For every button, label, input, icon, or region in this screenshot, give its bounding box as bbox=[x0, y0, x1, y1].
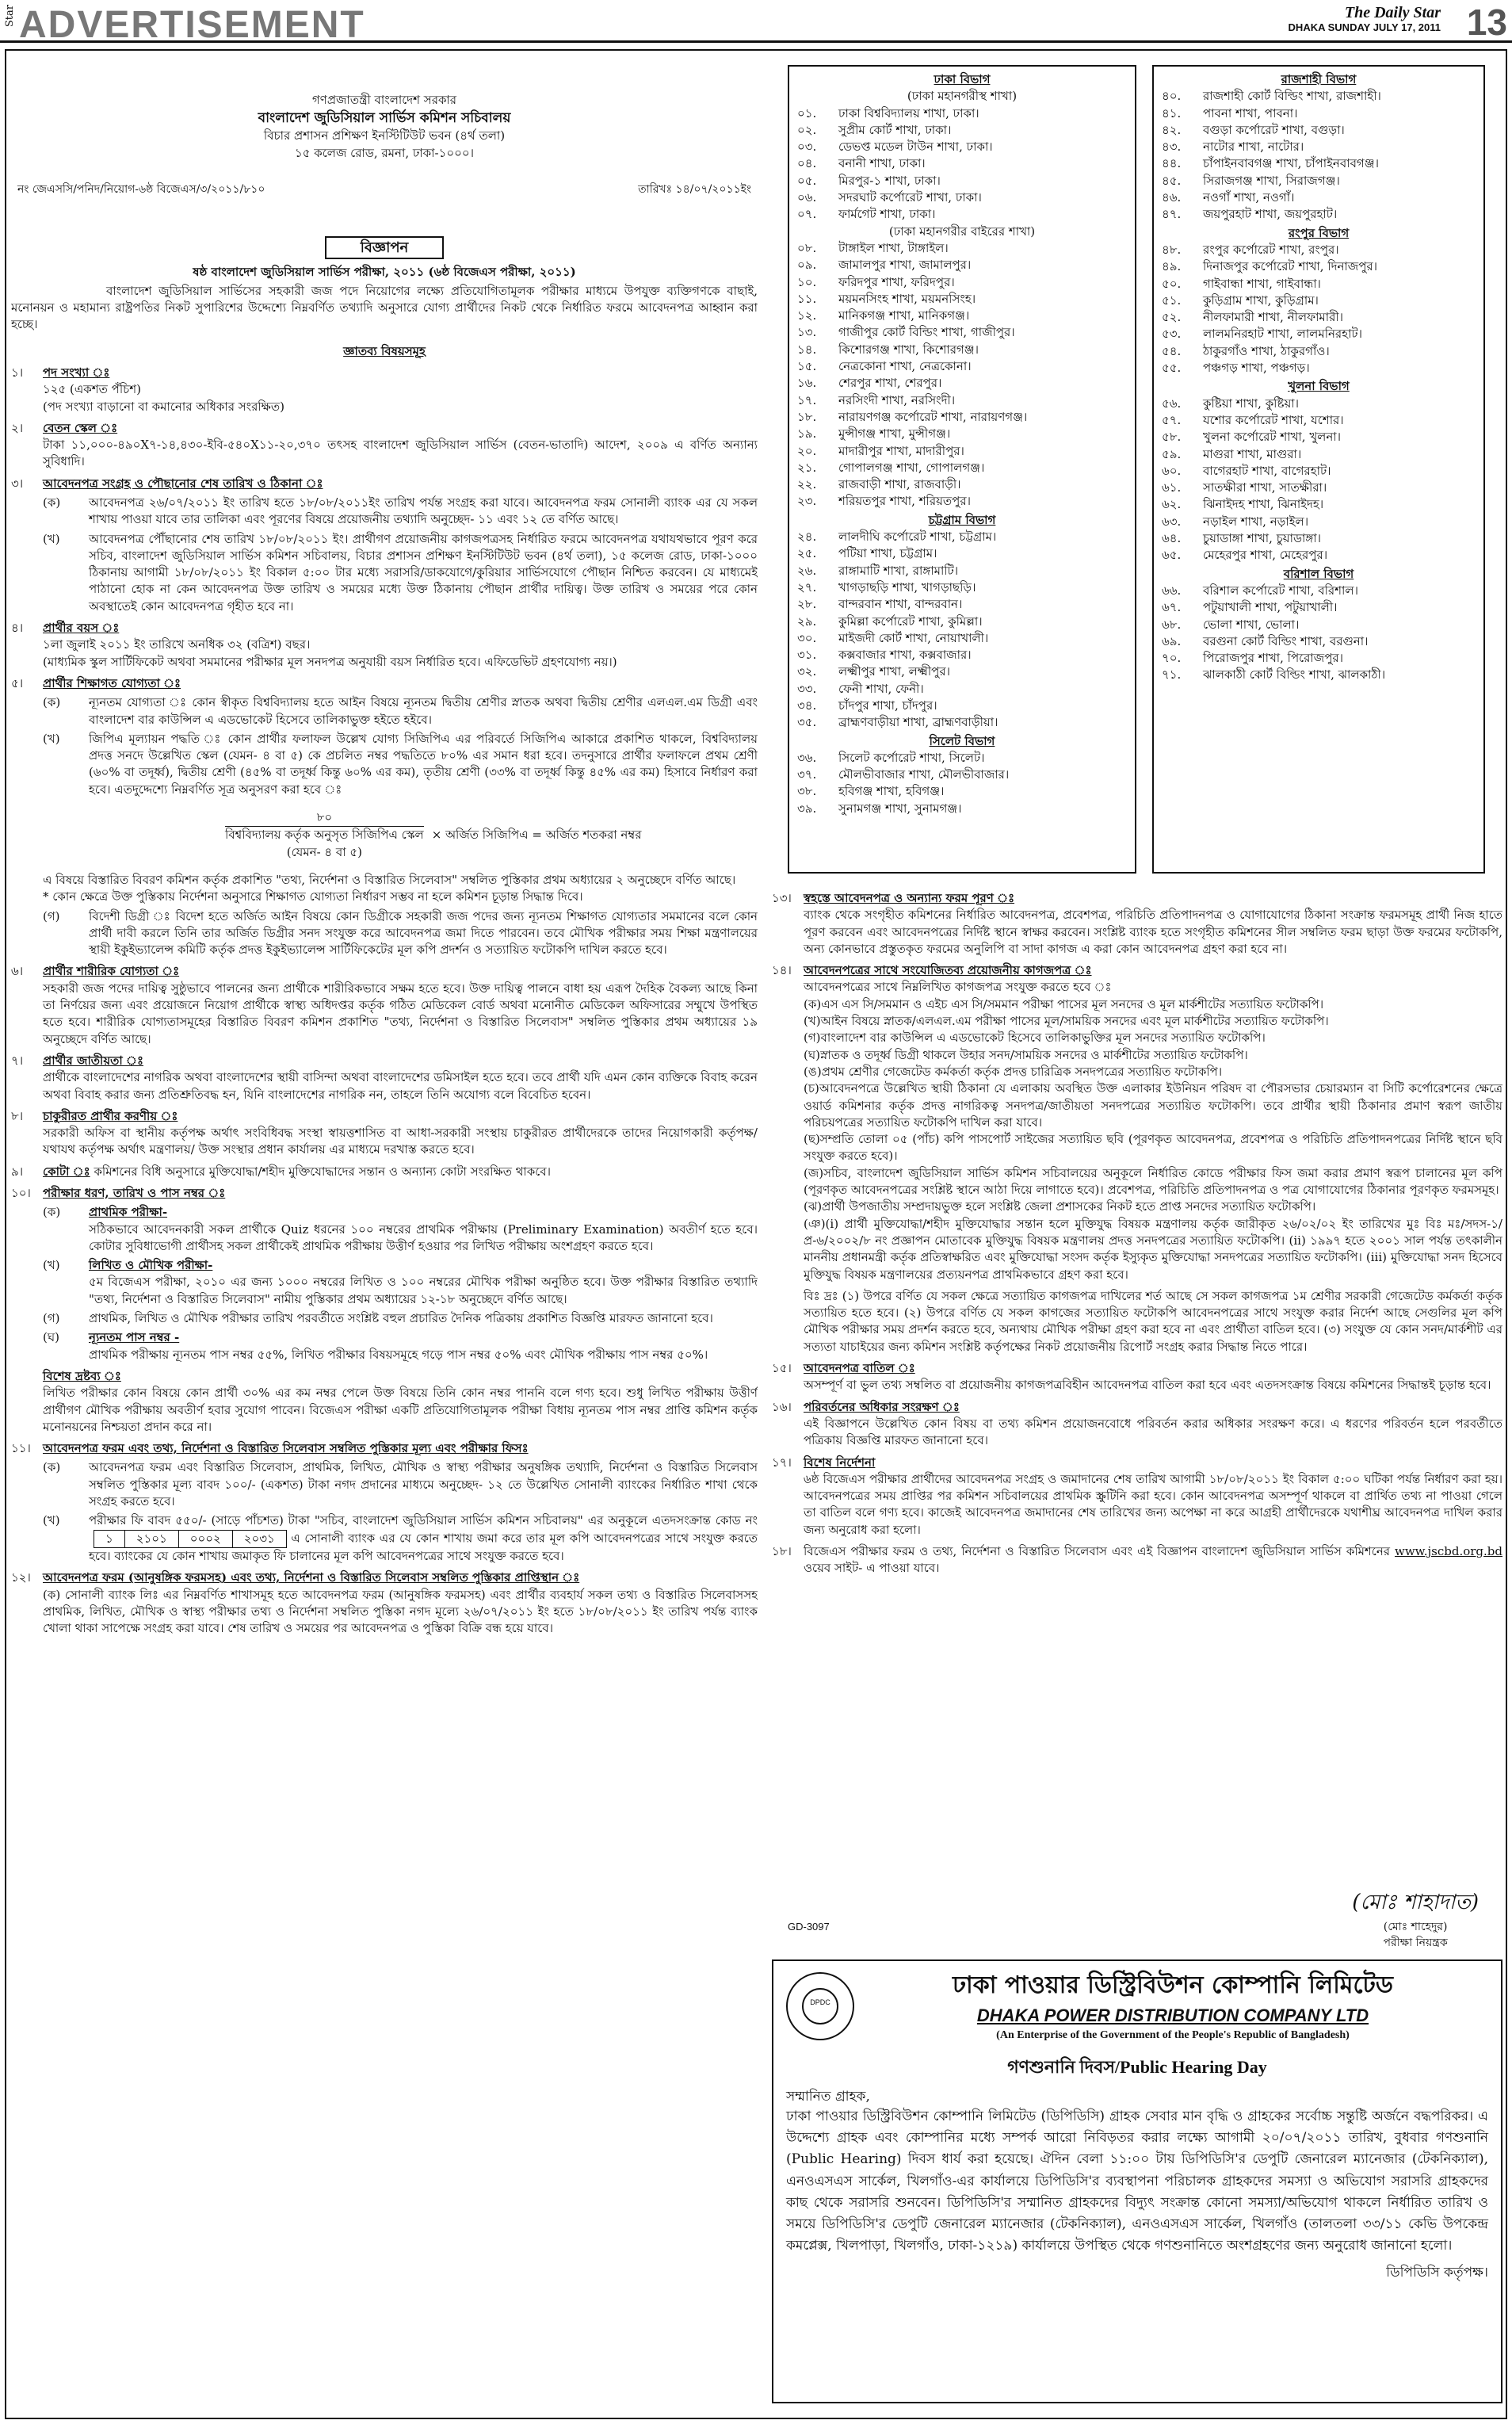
reference-line bbox=[17, 182, 751, 198]
list-item: ২৫. পটিয়া শাখা, চট্টগ্রাম। bbox=[797, 546, 937, 561]
list-item: ০৭. ফার্মগেট শাখা, ঢাকা। bbox=[797, 207, 936, 222]
list-item: ০৮. টাঙ্গাইল শাখা, টাঙ্গাইল। bbox=[797, 240, 949, 255]
list-item: ৫০. গাইবান্ধা শাখা, গাইবান্ধা। bbox=[1162, 276, 1321, 291]
newspaper-name: The Daily Star bbox=[1344, 4, 1441, 21]
list-item: ৬৫. মেহেরপুর শাখা, মেহেরপুর। bbox=[1162, 548, 1328, 563]
issuer-line-1: গণপ্রজাতন্ত্রী বাংলাদেশ সরকার bbox=[311, 93, 457, 107]
list-item: ৬৬. বরিশাল কর্পোরেট শাখা, বরিশাল। bbox=[1162, 583, 1358, 598]
list-item: (ছ)সম্প্রতি তোলা ০৫ (পাঁচ) কপি পাসপোর্ট সাইজের সত্যায়িত ছবি (পূরণকৃত আবেদনপত্র, প্রবেশপত্র ও পরিচিতি প্রতিপাদনপত্রের নির্দিষ্ট স্থানে ছবি সংযুক্ত করতে হবে)। bbox=[804, 1132, 1502, 1164]
list-item: ১৩. গাজীপুর কোর্ট বিল্ডিং শাখা, গাজীপুর। bbox=[797, 325, 1015, 340]
section-heading: জ্ঞাতব্য বিষয়সমূহ bbox=[343, 343, 426, 358]
list-item: ৫৪. ঠাকুরগাঁও শাখা, ঠাকুরগাঁও। bbox=[1162, 343, 1330, 358]
list-item: ৭০. পিরোজপুর শাখা, পিরোজপুর। bbox=[1162, 651, 1344, 666]
list-item: ৩৮. হবিগঞ্জ শাখা, হবিগঞ্জ। bbox=[797, 784, 945, 799]
list-item: (চ)আবেদনপত্রে উল্লেখিত স্থায়ী ঠিকানা যে এলাকায় অবস্থিত উক্ত এলাকার ইউনিয়ন পরিষদ বা পৌরসভার চেয়ারম্যান বা সিটি কর্পোরেশনের ক্ষেত্রে ওয়ার্ড কমিশনার কর্তৃক প্রদত্ত নাগরিকত্ব সনদপত্র/জাতীয়তা সনদপত্রের সত্যায়িত ফটোকপি। তবে প্রার্থীর স্থায়ী ঠিকানার প্রমাণ স্বরূপ জাতীয় পরিচয়পত্রের সত্যায়িত ফটোকপি দাখিল করা যাবে। bbox=[804, 1081, 1502, 1130]
issuer-line-2: বাংলাদেশ জুডিসিয়াল সার্ভিস কমিশন সচিবালয় bbox=[258, 110, 511, 127]
dpdc-enterprise-line: (An Enterprise of the Government of the People's Republic of Bangladesh) bbox=[996, 2028, 1350, 2041]
issuer-line-3: বিচার প্রশাসন প্রশিক্ষণ ইনস্টিটিউট ভবন (৪র্থ তলা) bbox=[263, 128, 506, 143]
list-item: ৩৫. ব্রাহ্মণবাড়ীয়া শাখা, ব্রাহ্মণবাড়ীয়া। bbox=[797, 715, 998, 730]
issuer-heading bbox=[11, 92, 758, 162]
item-5: ৫। প্রার্থীর শিক্ষাগত যোগ্যতা ঃ (ক) ন্যূনতম যোগ্যতা ঃ কোন স্বীকৃত বিশ্ববিদ্যালয় হতে আইন বিষয়ে ন্যূনতম দ্বিতীয় শ্রেণীর স্নাতক অথবা দ্বিতীয় শ্রেণীর এলএল.এম ডিগ্রী এবং বাংলাদেশ বার কাউন্সিল এ এডভোকেট হিসেবে তালিকাভুক্ত হইতে হইবে। (খ) জিপিএ মূল্যায়ন পদ্ধতি ঃ কোন প্রার্থীর ফলাফল উল্লেখ যোগ্য সিজিপিএ এর পরিবর্তে সিজিপিএ আকারে প্রকাশিত থাকলে, বিশ্ববিদ্যালয় প্রদত্ত সনদে উল্লেখিত স্কেল (যেমন- ৪ বা ৫) কে প্রচলিত নম্বর পদ্ধতিতে ৮০% এর সমান ধরা হবে। তদনুসারে প্রার্থীর ফলাফলে প্রথম শ্রেণী (৬০% বা তদূর্ধ্ব), দ্বিতীয় শ্রেণী (৪৫% বা তদূর্ধ্ব কিন্তু ৬০% এর কম), তৃতীয় শ্রেণী (৩৩% বা তদূর্ধ্ব কিন্তু ৪৫% এর কম) হিসাবে নির্ধারণ করা হবে। এতদুদ্দেশ্যে নিম্নবর্ণিত সূত্র অনুসরণ করা হবে ঃ ৮০ বিশ্ববিদ্যালয় কর্তৃক অনুসৃত সিজিপিএ স্কেল (যেমন- ৪ বা ৫) × অর্জিত সিজিপিএ = অর্জিত শতকরা নম্বর এ বিষয়ে বিস্তারিত বিবরণ কমিশন কর্তৃক প্রকাশিত "তথ্য, নির্দেশনা ও বিস্তারিত সিলেবাস" সম্বলিত পুস্তিকার প্রথম অধ্যায়ের ২ অনুচ্ছেদে বর্ণিত আছে। * কোন ক্ষেত্রে উক্ত পুস্তিকায় নির্দেশনা অনুসারে শিক্ষাগত যোগ্যতা নির্ধারণ সম্ভব না হলে কমিশন চূড়ান্ত সিদ্ধান্ত দিবে। (গ) বিদেশী ডিগ্রী ঃ বিদেশ হতে অর্জিত আইন বিষয়ে কোন ডিগ্রীকে সহকারী জজ পদের জন্য ন্যূনতম শিক্ষাগত যোগ্যতার সমমানের বলে কোন প্রার্থী দাবী করলে তিনি তার অর্জিত ডিগ্রীর সনদ সংযুক্ত করে আবেদনপত্র জমা দিতে পারবেন। তবে মৌখিক পরীক্ষার সময় শিক্ষা মন্ত্রণালয়ের স্থায়ী ইকুইভ্যালেন্স কমিটি কর্তৃক প্রদত্ত ইকুইভ্যালেন্স সার্টিফিকেটের মূল কপি প্রদর্শন ও সত্যায়িত ফটোকপি দাখিল করতে হবে। bbox=[11, 675, 758, 958]
fee-code-boxes: ১ ২১০১ ০০০২ ২০৩১ bbox=[94, 1530, 287, 1548]
list-item: ২২. রাজবাড়ী শাখা, রাজবাড়ী। bbox=[797, 477, 961, 492]
item-6: ৬। প্রার্থীর শারীরিক যোগ্যতা ঃ সহকারী জজ পদের দায়িত্ব সুষ্ঠুভাবে পালনের জন্য প্রার্থীকে শারীরিকভাবে সক্ষম হতে হবে। উক্ত দায়িত্ব পালনে বাধা হয় এরূপ দৈহিক বৈকল্য আছে কিনা তা নির্ণয়ের জন্য এবং প্রয়োজনে নিয়োগ প্রার্থীকে স্বাস্থ্য অধিদপ্তর কর্তৃক গঠিত মেডিকেল বোর্ড অথবা মনোনীত মেডিকেল অফিসারের সম্মুখে উপস্থিত হতে হবে। শারীরিক যোগ্যতাসমূহের বিস্তারিত বিবরণ কমিশন প্রকাশিত "তথ্য, নির্দেশনা ও বিস্তারিত সিলেবাস" সম্বলিত পুস্তিকার প্রথম অধ্যায়ের ১৯ অনুচ্ছেদে বর্ণিত আছে। bbox=[11, 964, 758, 1046]
bjsc-notice-right bbox=[772, 57, 1502, 2411]
list-item: ১৪. কিশোরগঞ্জ শাখা, কিশোরগঞ্জ। bbox=[797, 342, 979, 357]
item-8: ৮। চাকুরীরত প্রার্থীর করণীয় ঃ সরকারী অফিস বা স্থানীয় কর্তৃপক্ষ অর্থাৎ সংবিধিবদ্ধ সংস্থা স্বায়ত্তশাসিত বা আধা-সরকারী সংস্থায় চাকুরীরত প্রার্থীদেরকে তাদের নিয়োগকারী কর্তৃপক্ষ/যথাযথ কর্তৃপক্ষ অর্থাৎ মন্ত্রণালয়/ উক্ত সংস্থার প্রধান কার্যালয় এর মাধ্যমে দরখাস্ত করতে হবে। bbox=[11, 1108, 758, 1157]
list-item: ১৭. নরসিংদী শাখা, নরসিংদী। bbox=[797, 392, 956, 407]
branch-list-box-2: রাজশাহী বিভাগ ৪০. রাজশাহী কোর্ট বিল্ডিং শাখা, রাজশাহী। ৪১. পাবনা শাখা, পাবনা। ৪২. বগুড়া কর্পোরেট শাখা, বগুড়া। ৪৩. নাটোর শাখা, নাটোর। ৪৪. চাঁপাইনবাবগঞ্জ শাখা, চাঁপাইনবাবগঞ্জ। ৪৫. সিরাজগঞ্জ শাখা, সিরাজগঞ্জ। ৪৬. নওগাঁ শাখা, নওগাঁ। ৪৭. জয়পুরহাট শাখা, জয়পুরহাট। রংপুর বিভাগ ৪৮. রংপুর কর্পোরেট শাখা, রংপুর। ৪৯. দিনাজপুর কর্পোরেট শাখা, দিনাজপুর। ৫০. গাইবান্ধা শাখা, গাইবান্ধা। ৫১. কুড়িগ্রাম শাখা, কুড়িগ্রাম। ৫২. নীলফামারী শাখা, নীলফামারী। ৫৩. লালমনিরহাট শাখা, লালমনিরহাট। ৫৪. ঠাকুরগাঁও শাখা, ঠাকুরগাঁও। ৫৫. পঞ্চগড় শাখা, পঞ্চগড়। খুলনা বিভাগ ৫৬. কুষ্টিয়া শাখা, কুষ্টিয়া। ৫৭. যশোর কর্পোরেট শাখা, যশোর। ৫৮. খুলনা কর্পোরেট শাখা, খুলনা। ৫৯. মাগুরা শাখা, মাগুরা। ৬০. বাগেরহাট শাখা, বাগেরহাট। ৬১. সাতক্ষীরা শাখা, সাতক্ষীরা। ৬২. ঝিনাইদহ শাখা, ঝিনাইদহ। ৬৩. নড়াইল শাখা, নড়াইল। ৬৪. চুয়াডাঙ্গা শাখা, চুয়াডাঙ্গা। ৬৫. মেহেরপুর শাখা, মেহেরপুর। বরিশাল বিভাগ ৬৬. বরিশাল কর্পোরেট শাখা, বরিশাল। ৬৭. পটুয়াখালী শাখা, পটুয়াখালী। ৬৮. ভোলা শাখা, ভোলা। ৬৯. বরগুনা কোর্ট বিল্ডিং শাখা, বরগুনা। ৭০. পিরোজপুর শাখা, পিরোজপুর। ৭১. ঝালকাঠী কোর্ট বিল্ডিং শাখা, ঝালকাঠী। bbox=[1152, 65, 1485, 874]
list-item: ৬৮. ভোলা শাখা, ভোলা। bbox=[1162, 617, 1300, 632]
list-item: ০৩. ডেভপ্ত মডেল টাউন শাখা, ঢাকা। bbox=[797, 140, 993, 155]
list-item: ৩৩. ফেনী শাখা, ফেনী। bbox=[797, 681, 924, 696]
list-item: ৫৫. পঞ্চগড় শাখা, পঞ্চগড়। bbox=[1162, 361, 1310, 376]
list-item: ৬২. ঝিনাইদহ শাখা, ঝিনাইদহ। bbox=[1162, 497, 1324, 512]
item-15: ১৫। আবেদনপত্র বাতিল ঃ অসম্পূর্ণ বা ভুল তথ্য সম্বলিত বা প্রয়োজনীয় কাগজপত্রবিহীন আবেদনপত্র বাতিল করা হবে এবং এতদসংক্রান্ত বিষয়ে কমিশনের সিদ্ধান্তই চূড়ান্ত হবে। bbox=[772, 1361, 1491, 1393]
list-item: (ঘ)স্নাতক ও তদূর্ধ্ব ডিগ্রী থাকলে উহার সনদ/সাময়িক সনদের ও মার্কশীটের সত্যায়িত ফটোকপি। bbox=[804, 1047, 1248, 1062]
list-item: ৪২. বগুড়া কর্পোরেট শাখা, বগুড়া। bbox=[1162, 122, 1345, 137]
note-bidro: বিঃ দ্রঃ (১) উপরে বর্ণিত যে সকল ক্ষেত্রে সত্যায়িত কাগজপত্র দাখিলের শর্ত আছে সে সকল কাগজপত্র ১ম শ্রেণীর সরকারী গেজেটেড কর্মকর্তা কর্তৃক সত্যায়িত হতে হবে। (২) উপরে বর্ণিত যে সকল কাগজের সত্যায়িত ফটোকপি আবেদনপত্রের সাথে সংযুক্ত করার নির্দেশ আছে সেগুলির মূল কপি মৌখিক পরীক্ষার সময় প্রদর্শন করতে হবে, অন্যথায় মৌখিক পরীক্ষা গ্রহণ করা হবে না এবং প্রার্থীতা বাতিল হবে। (৩) সংযুক্ত যে কোন সনদ/মার্কশীট এর সত্যতা যাচাইয়ের জন্য কমিশন সংশ্লিষ্ট কর্তৃপক্ষের নিকট প্রয়োজনীয় রিপোর্ট সংগ্রহ করার সিদ্ধান্ত নিতে পারে। bbox=[804, 1288, 1502, 1354]
list-item: ৪৫. সিরাজগঞ্জ শাখা, সিরাজগঞ্জ। bbox=[1162, 173, 1340, 188]
list-item: ২৩. শরিয়তপুর শাখা, শরিয়তপুর। bbox=[797, 494, 971, 509]
list-item: ০২. সুপ্রীম কোর্ট শাখা, ঢাকা। bbox=[797, 122, 952, 137]
list-item: ৪৬. নওগাঁ শাখা, নওগাঁ। bbox=[1162, 190, 1295, 205]
list-item: ৬০. বাগেরহাট শাখা, বাগেরহাট। bbox=[1162, 463, 1331, 478]
list-item: ৫১. কুড়িগ্রাম শাখা, কুড়িগ্রাম। bbox=[1162, 292, 1319, 308]
list-item: (ঙ)প্রথম শ্রেণীর গেজেটেড কর্মকর্তা কর্তৃক প্রদত্ত চারিত্রিক সনদপত্রের সত্যায়িত ফটোকপি। bbox=[804, 1064, 1223, 1079]
item-3: ৩। আবেদনপত্র সংগ্রহ ও পৌছানোর শেষ তারিখ ও ঠিকানা ঃ (ক) আবেদনপত্র ২৬/০৭/২০১১ ইং তারিখ হতে ১৮/০৮/২০১১ইং তারিখ পর্যন্ত সংগ্রহ করা যাবে। আবেদনপত্র ফরম সোনালী ব্যাংক এর যে সকল শাখায় পাওয়া যাবে তার তালিকা এবং পূরণের বিষয়ে প্রয়োজনীয় তথ্যাদি অনুচ্ছেদ- ১১ এবং ১২ তে বর্ণিত আছে। (খ) আবেদনপত্র পৌঁছানোর শেষ তারিখ ১৮/০৮/২০১১ ইং। প্রার্থীগণ প্রয়োজনীয় কাগজপত্রসহ নির্ধারিত ফরমে আবেদনপত্র যথাযথভাবে পূরণ করে সচিব, বাংলাদেশ জুডিসিয়াল সার্ভিস কমিশন সচিবালয়, বিচার প্রশাসন প্রশিক্ষণ ইনস্টিটিউট ভবন (৪র্থ তলা), ১৫ কলেজ রোড, ঢাকা-১০০০ ঠিকানায় আগামী ১৮/০৮/২০১১ ইং বিকাল ৫:০০ টার মধ্যে সরাসরি/ডাকযোগে/কুরিয়ার সার্ভিসযোগে পৌছান নিশ্চিত করবেন। যে মাধ্যমেই পাঠানো হোক না কেন আবেদনপত্র উক্ত তারিখ ও সময়ের মধ্যে উক্ত ঠিকানায় পৌছান প্রার্থীর দায়িত্ব। উক্ত তারিখ ও সময়ের পরে কোন অবস্থাতেই কোন আবেদনপত্র গৃহীত হবে না। bbox=[11, 476, 758, 614]
item-14: ১৪। আবেদনপত্রের সাথে সংযোজিতব্য প্রয়োজনীয় কাগজপত্র ঃ আবেদনপত্রের সাথে নিম্নলিখিত কাগজপত্র সংযুক্ত করতে হবে ঃ (ক)এস এস সি/সমমান ও এইচ এস সি/সমমান পরীক্ষা পাসের মূল সনদের ও মূল মার্কশীটের সত্যায়িত ফটোকপি। (খ)আইন বিষয়ে স্নাতক/এলএল.এম পরীক্ষা পাসের মূল/সাময়িক সনদের এবং মূল মার্কশীটের সত্যায়িত ফটোকপি। (গ)বাংলাদেশ বার কাউন্সিল এ এডভোকেট হিসেবে তালিকাভুক্তির মূল সনদের সত্যায়িত ফটোকপি। (ঘ)স্নাতক ও তদূর্ধ্ব ডিগ্রী থাকলে উহার সনদ/সাময়িক সনদের ও মার্কশীটের সত্যায়িত ফটোকপি। (ঙ)প্রথম শ্রেণীর গেজেটেড কর্মকর্তা কর্তৃক প্রদত্ত চারিত্রিক সনদপত্রের সত্যায়িত ফটোকপি। (চ)আবেদনপত্রে উল্লেখিত স্থায়ী ঠিকানা যে এলাকায় অবস্থিত উক্ত এলাকার ইউনিয়ন পরিষদ বা পৌরসভার চেয়ারম্যান বা সিটি কর্পোরেশনের ক্ষেত্রে ওয়ার্ড কমিশনার কর্তৃক প্রদত্ত নাগরিকত্ব সনদপত্র/জাতীয়তা সনদপত্রের সত্যায়িত ফটোকপি। তবে প্রার্থীর স্থায়ী ঠিকানার প্রমাণ স্বরূপ জাতীয় পরিচয়পত্রের সত্যায়িত ফটোকপি দাখিল করা যাবে। (ছ)সম্প্রতি তোলা ০৫ (পাঁচ) কপি পাসপোর্ট সাইজের সত্যায়িত ছবি (পূরণকৃত আবেদনপত্র, প্রবেশপত্র ও পরিচিতি প্রতিপাদনপত্রের নির্দিষ্ট স্থানে ছবি সংযুক্ত করতে হবে)। (জ)সচিব, বাংলাদেশ জুডিসিয়াল সার্ভিস কমিশন সচিবালয়ের অনুকূলে নির্ধারিত কোডে পরীক্ষার ফিস জমা করার প্রমাণ স্বরূপ চালানের মূল কপি (পূরণকৃত আবেদনপত্রের সংশ্লিষ্ট স্থানে আঠা দিয়ে লাগাতে হবে)। প্রবেশপত্র, পরিচিতি প্রতিপাদনপত্র ও পত্র যোগাযোগের ঠিকানার পূরণকৃত ফরমসমূহ। (ঝ)প্রার্থী উপজাতীয় সম্প্রদায়ভুক্ত হলে সংশ্লিষ্ট জেলা প্রশাসকের নিকট হতে প্রাপ্ত সনদের সত্যায়িত ফটোকপি। (ঞ)(i) প্রার্থী মুক্তিযোদ্ধা/শহীদ মুক্তিযোদ্ধার সন্তান হলে মুক্তিযুদ্ধ বিষয়ক মন্ত্রণালয় কর্তৃক জারীকৃত ২৬/০২/০২ ইং তারিখের মুঃ বিঃ মঃ/সদস-১/প্র-৬/২০০২/৮ নং প্রজ্ঞাপন মোতাবেক মুক্তিযুদ্ধ বিষয়ক মন্ত্রণালয় প্রদত্ত সনদপত্রের সত্যায়িত ফটোকপি। (ii) ১৯৯৭ হতে ২০০১ সাল পর্যন্ত তৎকালীন মাননীয় প্রধানমন্ত্রী কর্তৃক প্রতিস্বাক্ষরিত এবং মুক্তিযোদ্ধা সংসদ কর্তৃক ইস্যুকৃত মুক্তিযোদ্ধা সনদপত্রের সত্যায়িত ফটোকপি। (iii) মুক্তিযোদ্ধা সনদ হিসেবে মুক্তিযুদ্ধ বিষয়ক মন্ত্রণালয়ের প্রত্যয়নপত্র প্রাথমিকভাবে গ্রহণ করা হবে। বিঃ দ্রঃ (১) উপরে বর্ণিত যে সকল ক্ষেত্রে সত্যায়িত কাগজপত্র দাখিলের শর্ত আছে সে সকল কাগজপত্র ১ম শ্রেণীর সরকারী গেজেটেড কর্মকর্তা কর্তৃক সত্যায়িত হতে হবে। (২) উপরে বর্ণিত যে সকল কাগজের সত্যায়িত ফটোকপি আবেদনপত্রের সাথে সংযুক্ত করার নির্দেশ আছে সেগুলির মূল কপি মৌখিক পরীক্ষার সময় প্রদর্শন করতে হবে, অন্যথায় মৌখিক পরীক্ষা গ্রহণ করা হবে না এবং প্রার্থীতা বাতিল হবে। (৩) সংযুক্ত যে কোন সনদ/মার্কশীট এর সত্যতা যাচাইয়ের জন্য কমিশন সংশ্লিষ্ট কর্তৃপক্ষের নিকট প্রয়োজনীয় রিপোর্ট সংগ্রহ করার সিদ্ধান্ত নিতে পারে। bbox=[772, 962, 1502, 1355]
memo-number: নং জেএসসি/পনিদ/নিয়োগ-৬ষ্ঠ বিজেএস/৩/২০১১/৮১০ bbox=[17, 183, 265, 197]
list-item: ৩৪. চাঁদপুর শাখা, চাঁদপুর। bbox=[797, 698, 937, 713]
notice-subtitle: ষষ্ঠ বাংলাদেশ জুডিসিয়াল সার্ভিস পরীক্ষা, ২০১১ (৬ষ্ঠ বিজেএস পরীক্ষা, ২০১১) bbox=[193, 265, 576, 280]
item-10: ১০। পরীক্ষার ধরণ, তারিখ ও পাস নম্বর ঃ (ক) প্রাথমিক পরীক্ষা- সঠিকভাবে আবেদনকারী সকল প্রার্থীকে Quiz ধরনের ১০০ নম্বরের প্রাথমিক পরীক্ষায় (Preliminary Examination) অবতীর্ণ হতে হবে। কোটার সুবিধাভোগী প্রার্থীসহ সকল প্রার্থীকেই প্রাথমিক পরীক্ষায় উত্তীর্ণ হওয়ার পর লিখিত পরীক্ষায় অংশগ্রহণ করতে হবে। (খ) লিখিত ও মৌখিক পরীক্ষা- ৫ম বিজেএস পরীক্ষা, ২০১০ এর জন্য ১০০০ নম্বরের লিখিত ও ১০০ নম্বরের মৌখিক পরীক্ষা অনুষ্ঠিত হবে। উক্ত পরীক্ষার বিস্তারিত তথ্যাদি "তথ্য, নির্দেশনা ও বিস্তারিত সিলেবাস" নামীয় পুস্তিকার প্রথম অধ্যায়ের ১২-১৮ অনুচ্ছেদে বর্ণিত আছে। (গ) প্রাথমিক, লিখিত ও মৌখিক পরীক্ষার তারিখ পরবর্তীতে সংশ্লিষ্ট বহুল প্রচারিত দৈনিক পত্রিকায় প্রকাশিত বিজ্ঞপ্তি মারফত জানানো হবে। (ঘ) ন্যূনতম পাস নম্বর - প্রাথমিক পরীক্ষায় ন্যূনতম পাস নম্বর ৫৫%, লিখিত পরীক্ষার বিষয়সমূহে গড়ে পাস নম্বর ৫০% এবং মৌখিক পরীক্ষায় পাস নম্বর ৫০%। বিশেষ দ্রষ্টব্য ঃ লিখিত পরীক্ষার কোন বিষয়ে কোন প্রার্থী ৩০% এর কম নম্বর পেলে উক্ত বিষয়ে তিনি কোন নম্বর পাননি বলে গণ্য হবে। শুধু লিখিত পরীক্ষায় উত্তীর্ণ প্রার্থীগণ মৌখিক পরীক্ষায় অবতীর্ণ হবার সুযোগ পাবেন। বিজেএস পরীক্ষা একটি প্রতিযোগিতামূলক পরীক্ষা বিধায় ন্যূনতম পাস নম্বর প্রাপ্তি কমিশন কর্তৃক মনোনয়নের নিশ্চয়তা প্রদান করে না। bbox=[11, 1185, 758, 1436]
list-item: ৫৭. যশোর কর্পোরেট শাখা, যশোর। bbox=[1162, 412, 1344, 427]
list-item: ৬৪. চুয়াডাঙ্গা শাখা, চুয়াডাঙ্গা। bbox=[1162, 531, 1322, 546]
list-item: ৫৬. কুষ্টিয়া শাখা, কুষ্টিয়া। bbox=[1162, 396, 1300, 411]
list-item: ১২. মানিকগঞ্জ শাখা, মানিকগঞ্জ। bbox=[797, 308, 970, 323]
list-item: ০৫. মিরপুর-১ শাখা, ঢাকা। bbox=[797, 173, 941, 188]
list-item: ৬১. সাতক্ষীরা শাখা, সাতক্ষীরা। bbox=[1162, 480, 1327, 495]
branch-list-box-1: ঢাকা বিভাগ (ঢাকা মহানগরীস্থ শাখা) ০১. ঢাকা বিশ্ববিদ্যালয় শাখা, ঢাকা। ০২. সুপ্রীম কোর্ট শাখা, ঢাকা। ০৩. ডেভপ্ত মডেল টাউন শাখা, ঢাকা। ০৪. বনানী শাখা, ঢাকা। ০৫. মিরপুর-১ শাখা, ঢাকা। ০৬. সদরঘাট কর্পোরেট শাখা, ঢাকা। ০৭. ফার্মগেট শাখা, ঢাকা। (ঢাকা মহানগরীর বাইরের শাখা) ০৮. টাঙ্গাইল শাখা, টাঙ্গাইল। ০৯. জামালপুর শাখা, জামালপুর। ১০. ফরিদপুর শাখা, ফরিদপুর। ১১. ময়মনসিংহ শাখা, ময়মনসিংহ। ১২. মানিকগঞ্জ শাখা, মানিকগঞ্জ। ১৩. গাজীপুর কোর্ট বিল্ডিং শাখা, গাজীপুর। ১৪. কিশোরগঞ্জ শাখা, কিশোরগঞ্জ। ১৫. নেত্রকোনা শাখা, নেত্রকোনা। ১৬. শেরপুর শাখা, শেরপুর। ১৭. নরসিংদী শাখা, নরসিংদী। ১৮. নারায়ণগঞ্জ কর্পোরেট শাখা, নারায়ণগঞ্জ। ১৯. মুন্সীগঞ্জ শাখা, মুন্সীগঞ্জ। ২০. মাদারীপুর শাখা, মাদারীপুর। ২১. গোপালগঞ্জ শাখা, গোপালগঞ্জ। ২২. রাজবাড়ী শাখা, রাজবাড়ী। ২৩. শরিয়তপুর শাখা, শরিয়তপুর। চট্টগ্রাম বিভাগ ২৪. লালদীঘি কর্পোরেট শাখা, চট্টগ্রাম। ২৫. পটিয়া শাখা, চট্টগ্রাম। ২৬. রাঙ্গামাটি শাখা, রাঙ্গামাটি। ২৭. খাগড়াছড়ি শাখা, খাগড়াছড়ি। ২৮. বান্দরবান শাখা, বান্দরবান। ২৯. কুমিল্লা কর্পোরেট শাখা, কুমিল্লা। ৩০. মাইজদী কোর্ট শাখা, নোয়াখালী। ৩১. কক্সবাজার শাখা, কক্সবাজার। ৩২. লক্ষ্মীপুর শাখা, লক্ষ্মীপুর। ৩৩. ফেনী শাখা, ফেনী। ৩৪. চাঁদপুর শাখা, চাঁদপুর। ৩৫. ব্রাহ্মণবাড়ীয়া শাখা, ব্রাহ্মণবাড়ীয়া। সিলেট বিভাগ ৩৬. সিলেট কর্পোরেট শাখা, সিলেট। ৩৭. মৌলভীবাজার শাখা, মৌলভীবাজার। ৩৮. হবিগঞ্জ শাখা, হবিগঞ্জ। ৩৯. সুনামগঞ্জ শাখা, সুনামগঞ্জ। bbox=[788, 65, 1136, 874]
website-link[interactable]: www.jscbd.org.bd bbox=[1394, 1543, 1502, 1558]
item-17: ১৭। বিশেষ নির্দেশনা ৬ষ্ঠ বিজেএস পরীক্ষার প্রার্থীদের আবেদনপত্র সংগ্রহ ও জমাদানের শেষ তারিখ আগামী ১৮/০৮/২০১১ ইং বিকাল ৫:০০ ঘটিকা পর্যন্ত নির্ধারণ করা হয়। আবেদনপত্রের সময় প্রাপ্তির পর কমিশন সচিবালয়ের প্রাথমিক স্ক্রুটিনি করা হবে। কোন আবেদনপত্র অসম্পূর্ণ থাকলে বা প্রার্থিত তথ্য না পাওয়া গেলে তা বাতিল বলে গণ্য হবে। কাজেই আবেদনপত্র জমাদানের শেষ তারিখের জন্য অপেক্ষা না করে আগ্রহী প্রার্থীদেরকে যথাশীঘ্র আবেদনপত্র দাখিল করার জন্য অনুরোধ করা হলো। bbox=[772, 1455, 1502, 1537]
list-item: ৩১. কক্সবাজার শাখা, কক্সবাজার। bbox=[797, 648, 972, 663]
list-item: ১৬. শেরপুর শাখা, শেরপুর। bbox=[797, 376, 942, 391]
masthead-star: Star bbox=[4, 5, 16, 28]
list-item: ৪৩. নাটোর শাখা, নাটোর। bbox=[1162, 140, 1304, 155]
dpdc-name-bangla: ঢাকা পাওয়ার ডিস্ট্রিবিউশন কোম্পানি লিমিটেড bbox=[953, 1971, 1393, 1999]
list-item: ২৯. কুমিল্লা কর্পোরেট শাখা, কুমিল্লা। bbox=[797, 614, 983, 629]
list-item: ৬৭. পটুয়াখালী শাখা, পটুয়াখালী। bbox=[1162, 600, 1338, 615]
bjsc-notice-left bbox=[11, 57, 758, 2411]
signatory-name: (মোঃ শাহেদুর) bbox=[1383, 1921, 1448, 1933]
list-item: (গ)বাংলাদেশ বার কাউন্সিল এ এডভোকেট হিসেবে তালিকাভুক্তির মূল সনদের সত্যায়িত ফটোকপি। bbox=[804, 1030, 1266, 1046]
list-item: ২৪. লালদীঘি কর্পোরেট শাখা, চট্টগ্রাম। bbox=[797, 530, 997, 545]
list-item: ৪৭. জয়পুরহাট শাখা, জয়পুরহাট। bbox=[1162, 207, 1338, 222]
section-title: ADVERTISEMENT bbox=[19, 4, 365, 46]
list-item: (ক)এস এস সি/সমমান ও এইচ এস সি/সমমান পরীক্ষা পাসের মূল সনদের ও মূল মার্কশীটের সত্যায়িত ফটোকপি। bbox=[804, 996, 1324, 1011]
list-item: ৩৬. সিলেট কর্পোরেট শাখা, সিলেট। bbox=[797, 750, 985, 765]
item-7: ৭। প্রার্থীর জাতীয়তা ঃ প্রার্থীকে বাংলাদেশের নাগরিক অথবা বাংলাদেশের স্থায়ী বাসিন্দা অথবা বাংলাদেশের ডমিসাইল হতে হবে। তবে প্রার্থী যদি এমন কোন ব্যক্তিকে বিবাহ করেন অথবা বিবাহ করার জন্য প্রতিশ্রুতিবদ্ধ হন, যিনি বাংলাদেশের নাগরিক নন, তাহলে তিনি অযোগ্য বলে বিবেচিত হবেন। bbox=[11, 1053, 758, 1102]
gd-number: GD-3097 bbox=[788, 1921, 830, 1933]
notice-intro: বাংলাদেশ জুডিসিয়াল সার্ভিসের সহকারী জজ পদে নিয়োগের লক্ষ্যে প্রতিযোগিতামূলক পরীক্ষার মাধ্যমে উপযুক্ত ব্যক্তিগণকে বাছাই, মনোনয়ন ও মহামান্য রাষ্ট্রপতির নিকট সুপারিশের উদ্দেশ্যে নিম্নবর্ণিত তথ্যাদি অনুসারে যোগ্য প্রার্থীদের নিকট থেকে নির্ধারিত ফরমে আবেদনপত্র আহ্বান করা হচ্ছে। bbox=[11, 283, 758, 332]
list-item: ৪০. রাজশাহী কোর্ট বিল্ডিং শাখা, রাজশাহী। bbox=[1162, 89, 1381, 104]
list-item: (ঞ)(i) প্রার্থী মুক্তিযোদ্ধা/শহীদ মুক্তিযোদ্ধার সন্তান হলে মুক্তিযুদ্ধ বিষয়ক মন্ত্রণালয় কর্তৃক জারীকৃত ২৬/০২/০২ ইং তারিখের মুঃ বিঃ মঃ/সদস-১/প্র-৬/২০০২/৮ নং প্রজ্ঞাপন মোতাবেক মুক্তিযুদ্ধ বিষয়ক মন্ত্রণালয় প্রদত্ত সনদপত্রের সত্যায়িত ফটোকপি। (ii) ১৯৯৭ হতে ২০০১ সাল পর্যন্ত তৎকালীন মাননীয় প্রধানমন্ত্রী কর্তৃক প্রতিস্বাক্ষরিত এবং মুক্তিযোদ্ধা সংসদ কর্তৃক ইস্যুকৃত মুক্তিযোদ্ধা সনদপত্রের সত্যায়িত ফটোকপি। (iii) মুক্তিযোদ্ধা সনদ হিসেবে মুক্তিযুদ্ধ বিষয়ক মন্ত্রণালয়ের প্রত্যয়নপত্র প্রাথমিকভাবে গ্রহণ করা হবে। bbox=[804, 1216, 1502, 1282]
list-item: ৪৪. চাঁপাইনবাবগঞ্জ শাখা, চাঁপাইনবাবগঞ্জ। bbox=[1162, 156, 1379, 171]
list-item: ৬৩. নড়াইল শাখা, নড়াইল। bbox=[1162, 514, 1309, 529]
page-header bbox=[0, 0, 1512, 46]
advertisement-frame bbox=[5, 49, 1507, 2419]
right-items bbox=[772, 885, 1502, 1577]
list-item: ৩২. লক্ষ্মীপুর শাখা, লক্ষ্মীপুর। bbox=[797, 664, 950, 679]
list-item: (খ)আইন বিষয়ে স্নাতক/এলএল.এম পরীক্ষা পাসের মূল/সাময়িক সনদের এবং মূল মার্কশীটের সত্যায়িত ফটোকপি। bbox=[804, 1014, 1329, 1029]
list-item: ৪৮. রংপুর কর্পোরেট শাখা, রংপুর। bbox=[1162, 242, 1339, 257]
signature-block bbox=[1352, 1888, 1479, 1952]
item-1: ১। পদ সংখ্যা ঃ ১২৫ (একশত পঁচিশ) (পদ সংখ্যা বাড়ানো বা কমানোর অধিকার সংরক্ষিত) bbox=[11, 365, 758, 415]
list-item: ৩০. মাইজদী কোর্ট শাখা, নোয়াখালী। bbox=[797, 630, 989, 645]
signature: (মোঃ শাহাদাত) bbox=[1352, 1891, 1479, 1914]
memo-date: তারিখঃ ১৪/০৭/২০১১ইং bbox=[638, 183, 751, 197]
item-16: ১৬। পরিবর্তনের অধিকার সংরক্ষণ ঃ এই বিজ্ঞাপনে উল্লেখিত কোন বিষয় বা তথ্য কমিশন প্রয়োজনবোধে পরিবর্তন করার অধিকার সংরক্ষণ করে। এ ধরণের পরিবর্তন হলে পরবর্তীতে পত্রিকায় বিজ্ঞপ্তি মারফত জানানো হবে। bbox=[772, 1399, 1502, 1448]
list-item: ০৬. সদরঘাট কর্পোরেট শাখা, ঢাকা। bbox=[797, 190, 982, 205]
list-item: (ঝ)প্রার্থী উপজাতীয় সম্প্রদায়ভুক্ত হলে সংশ্লিষ্ট জেলা প্রশাসকের নিকট হতে প্রাপ্ত সনদের সত্যায়িত ফটোকপি। bbox=[804, 1199, 1316, 1214]
list-item: ৫৯. মাগুরা শাখা, মাগুরা। bbox=[1162, 446, 1302, 461]
list-item: ০১. ঢাকা বিশ্ববিদ্যালয় শাখা, ঢাকা। bbox=[797, 105, 979, 120]
dpdc-body: ঢাকা পাওয়ার ডিস্ট্রিবিউশন কোম্পানি লিমিটেড (ডিপিডিসি) গ্রাহক সেবার মান বৃদ্ধি ও গ্রাহকের সর্বোচ্চ সন্তুষ্টি অর্জনে বদ্ধপরিকর। এ উদ্দেশ্যে গ্রাহক এবং কোম্পানির মধ্যে সম্পর্ক আরো নিবিড়তর করার লক্ষ্যে আগামী ২০/০৭/২০১১ তারিখ, বুধবার গণশুনানি (Public Hearing) দিবস ধার্য করা হয়েছে। ঐদিন বেলা ১১:০০ টায় ডিপিডিসি'র ডেপুটি জেনারেল ম্যানেজার (টেকনিক্যাল), এনওএসএস সার্কেল, খিলগাঁও-এর কার্যালয়ে ডিপিডিসি'র ব্যবস্থাপনা পরিচালক গ্রাহকদের সমস্যা ও অভিযোগ সরাসরি গ্রাহকদের কাছ থেকে সরাসরি শুনবেন। ডিপিডিসি'র সম্মানিত গ্রাহকদের বিদ্যুৎ সংক্রান্ত কোনো সমস্যা/অভিযোগ থাকলে নির্ধারিত তারিখ ও সময়ে ডিপিডিসি'র ডেপুটি জেনারেল ম্যানেজার (টেকনিক্যাল), এনওএসএস সার্কেল, খিলগাঁও (তালতলা ৩৩/১১ কেভি উপকেন্দ্র কমপ্লেক্স, খিলপাড়া, খিলগাঁও, ঢাকা-১২১৯) কার্যালয়ে উপস্থিত থেকে গণশুনানিতে অংশগ্রহণের জন্য অনুরোধ জানানো হলো। bbox=[786, 2109, 1488, 2254]
salutation: সম্মানিত গ্রাহক, bbox=[786, 2088, 870, 2105]
list-item: ৪১. পাবনা শাখা, পাবনা। bbox=[1162, 105, 1298, 120]
list-item: ৫২. নীলফামারী শাখা, নীলফামারী। bbox=[1162, 310, 1344, 325]
list-item: ৪৯. দিনাজপুর কর্পোরেট শাখা, দিনাজপুর। bbox=[1162, 259, 1378, 274]
list-item: ৬৯. বরগুনা কোর্ট বিল্ডিং শাখা, বরগুনা। bbox=[1162, 633, 1369, 648]
signatory-role: পরীক্ষা নিয়ন্ত্রক bbox=[1383, 1936, 1448, 1949]
issue-date: DHAKA SUNDAY JULY 17, 2011 bbox=[1288, 21, 1441, 33]
list-item: ৫৮. খুলনা কর্পোরেট শাখা, খুলনা। bbox=[1162, 430, 1342, 445]
public-hearing-title: গণশুনানি দিবস/Public Hearing Day bbox=[1007, 2056, 1267, 2077]
list-item: ০৯. জামালপুর শাখা, জামালপুর। bbox=[797, 258, 972, 273]
list-item: ২১. গোপালগঞ্জ শাখা, গোপালগঞ্জ। bbox=[797, 460, 985, 475]
item-12: ১২। আবেদনপত্র ফরম (আনুষঙ্গিক ফরমসহ) এবং তথ্য, নির্দেশনা ও বিস্তারিত সিলেবাস সম্বলিত পুস্তিকার প্রাপ্তিস্থান ঃ (ক) সোনালী ব্যাংক লিঃ এর নিম্নবর্ণিত শাখাসমূহ হতে আবেদনপত্র ফরম (আনুষঙ্গিক ফরমসহ) এবং প্রার্থীর ব্যবহার্য সকল তথ্য ও বিস্তারিত সিলেবাসসহ প্রাথমিক, লিখিত, মৌখিক ও স্বাস্থ্য পরীক্ষার তথ্য ও নির্দেশনা সম্বলিত পুস্তিকা নগদ মূল্যে ২৬/০৭/২০১১ ইং হতে ১৮/০৮/২০১১ ইং তারিখ পর্যন্ত ব্যাংক খোলা থাকা সাপেক্ষে সংগ্রহ করা যাবে। শেষ তারিখ ও সময়ের পর আবেদনপত্র ও পুস্তিকা বিক্রি বন্ধ হয়ে যাবে। bbox=[11, 1570, 758, 1636]
list-item: ১০. ফরিদপুর শাখা, ফরিদপুর। bbox=[797, 274, 955, 289]
dpdc-sign: ডিপিডিসি কর্তৃপক্ষ। bbox=[1386, 2265, 1488, 2281]
gpa-formula: ৮০ বিশ্ববিদ্যালয় কর্তৃক অনুসৃত সিজিপিএ স্কেল (যেমন- ৪ বা ৫) × অর্জিত সিজিপিএ = অর্জিত শতকরা নম্বর bbox=[225, 810, 642, 859]
page-number: 13 bbox=[1466, 2, 1507, 43]
list-item: ১১. ময়মনসিংহ শাখা, ময়মনসিংহ। bbox=[797, 291, 976, 306]
list-item: ৭১. ঝালকাঠী কোর্ট বিল্ডিং শাখা, ঝালকাঠী। bbox=[1162, 667, 1386, 682]
issuer-line-4: ১৫ কলেজ রোড, রমনা, ঢাকা-১০০০। bbox=[295, 145, 474, 160]
special-note-heading: বিশেষ দ্রষ্টব্য ঃ bbox=[43, 1368, 121, 1383]
item-1-heading: পদ সংখ্যা ঃ bbox=[43, 365, 110, 380]
list-item: ১৮. নারায়ণগঞ্জ কর্পোরেট শাখা, নারায়ণগঞ্জ। bbox=[797, 409, 1028, 424]
dpdc-advertisement bbox=[772, 1959, 1502, 2403]
special-note: লিখিত পরীক্ষার কোন বিষয়ে কোন প্রার্থী ৩০% এর কম নম্বর পেলে উক্ত বিষয়ে তিনি কোন নম্বর পাননি বলে গণ্য হবে। শুধু লিখিত পরীক্ষায় উত্তীর্ণ প্রার্থীগণ মৌখিক পরীক্ষায় অবতীর্ণ হবার সুযোগ পাবেন। বিজেএস পরীক্ষা একটি প্রতিযোগিতামূলক পরীক্ষা বিধায় ন্যূনতম পাস নম্বর প্রাপ্তি কমিশন কর্তৃক মনোনয়নের নিশ্চয়তা প্রদান করে না। bbox=[43, 1386, 758, 1434]
list-item: ২৮. বান্দরবান শাখা, বান্দরবান। bbox=[797, 597, 963, 612]
list-item: ১৫. নেত্রকোনা শাখা, নেত্রকোনা। bbox=[797, 359, 972, 374]
list-item: ২৭. খাগড়াছড়ি শাখা, খাগড়াছড়ি। bbox=[797, 579, 976, 595]
item-13: ১৩। স্বহস্তে আবেদনপত্র ও অন্যান্য ফরম পূরণ ঃ ব্যাংক থেকে সংগৃহীত কমিশনের নির্ধারিত আবেদনপত্র, প্রবেশপত্র, পরিচিতি প্রতিপাদনপত্র ও যোগাযোগের ঠিকানা সংক্রান্ত ফরমসমূহ প্রার্থী নিজ হাতে পূরণ করবেন এবং আবেদনপত্রের নির্দিষ্ট স্থানে স্বাক্ষর করবেন। সংশ্লিষ্ট ব্যাংক হতে সংগৃহীত কমিশনের সীল সম্বলিত ফরম ছাড়া উক্ত ফরমের ফটোকপি, অন্য কোনভাবে প্রস্তুতকৃত ফরমের অনুলিপি বা সাদা কাগজ এ করা কোন আবেদনপত্র গ্রহণ করা হবে না। bbox=[772, 891, 1502, 956]
list-item: (জ)সচিব, বাংলাদেশ জুডিসিয়াল সার্ভিস কমিশন সচিবালয়ের অনুকূলে নির্ধারিত কোডে পরীক্ষার ফিস জমা করার প্রমাণ স্বরূপ চালানের মূল কপি (পূরণকৃত আবেদনপত্রের সংশ্লিষ্ট স্থানে আঠা দিয়ে লাগাতে হবে)। প্রবেশপত্র, পরিচিতি প্রতিপাদনপত্র ও পত্র যোগাযোগের ঠিকানার পূরণকৃত ফরমসমূহ। bbox=[804, 1165, 1502, 1198]
list-item: ৫৩. লালমনিরহাট শাখা, লালমনিরহাট। bbox=[1162, 327, 1362, 342]
list-item: ৩৯. সুনামগঞ্জ শাখা, সুনামগঞ্জ। bbox=[797, 801, 962, 816]
list-item: ২০. মাদারীপুর শাখা, মাদারীপুর। bbox=[797, 443, 964, 458]
list-item: ০৪. বনানী শাখা, ঢাকা। bbox=[797, 156, 926, 171]
item-18: ১৮। বিজেএস পরীক্ষার ফরম ও তথ্য, নির্দেশনা ও বিস্তারিত সিলেবাস এবং এই বিজ্ঞাপন বাংলাদেশ জুডিসিয়াল সার্ভিস কমিশনের www.jscbd.org.bd ওয়েব সাইট- এ পাওয়া যাবে। bbox=[772, 1543, 1502, 1576]
list-item: ৩৭. মৌলভীবাজার শাখা, মৌলভীবাজার। bbox=[797, 767, 1010, 782]
item-9: ৯। কোটা ঃ কমিশনের বিধি অনুসারে মুক্তিযোদ্ধা/শহীদ মুক্তিযোদ্ধাদের সন্তান ও অন্যান্য কোটা সংরক্ষিত থাকবে। bbox=[11, 1164, 552, 1179]
notice-title: বিজ্ঞাপন bbox=[325, 236, 444, 260]
item-4: ৪। প্রার্থীর বয়স ঃ ১লা জুলাই ২০১১ ইং তারিখে অনধিক ৩২ (বত্রিশ) বছর। (মাধ্যমিক স্কুল সার্টিফিকেট অথবা সমমানের পরীক্ষার মূল সনদপত্র অনুযায়ী বয়স নির্ধারিত হবে। এফিডেভিট গ্রহণযোগ্য নয়।) bbox=[11, 621, 617, 669]
item-2: ২। বেতন স্কেল ঃ টাকা ১১,০০০-৪৯০X৭-১৪,৪৩০-ইবি-৫৪০X১১-২০,৩৭০ তৎসহ বাংলাদেশ জুডিসিয়াল সার্ভিস (বেতন-ভাতাদি) আদেশ, ২০০৯ এ বর্ণিত অন্যান্য সুবিধাদি। bbox=[11, 420, 758, 469]
item-11: ১১। আবেদনপত্র ফরম এবং তথ্য, নির্দেশনা ও বিস্তারিত সিলেবাস সম্বলিত পুস্তিকার মূল্য এবং পরীক্ষার ফিসঃ (ক) আবেদনপত্র ফরম এবং বিস্তারিত সিলেবাস, প্রাথমিক, লিখিত, মৌখিক ও স্বাস্থ্য পরীক্ষার অনুষঙ্গিক তথ্যাদি, নির্দেশনা ও বিস্তারিত সিলেবাস সম্বলিত পুস্তিকার মূল্য বাবদ ১০০/- (একশত) টাকা নগদ প্রদানের মাধ্যমে অনুচ্ছেদ- ১২ তে উল্লেখিত সোনালী ব্যাংকের নির্ধারিত শাখা থেকে সংগ্রহ করতে হবে। (খ) পরীক্ষার ফি বাবদ ৫৫০/- (সাড়ে পাঁচশত) টাকা "সচিব, বাংলাদেশ জুডিসিয়াল সার্ভিস কমিশন সচিবালয়" এর অনুকূলে এতদসংক্রান্ত কোড নং ১ ২১০১ ০০০২ ২০৩১ এ সোনালী ব্যাংক এর যে কোন শাখায় জমা করে তার মূল কপি আবেদনপত্রের সাথে সংযুক্ত করতে হবে। ব্যাংকের যে কোন শাখায় জমাকৃত ফি চালানের মূল কপি আবেদনপত্রের সাথে সংযুক্ত করতে হবে। bbox=[11, 1441, 758, 1563]
list-item: ২৬. রাঙ্গামাটি শাখা, রাঙ্গামাটি। bbox=[797, 563, 959, 578]
list-item: ১৯. মুন্সীগঞ্জ শাখা, মুন্সীগঞ্জ। bbox=[797, 426, 951, 442]
dpdc-logo: DPDC bbox=[786, 1972, 854, 2040]
dpdc-name-english: DHAKA POWER DISTRIBUTION COMPANY LTD bbox=[976, 2005, 1369, 2025]
